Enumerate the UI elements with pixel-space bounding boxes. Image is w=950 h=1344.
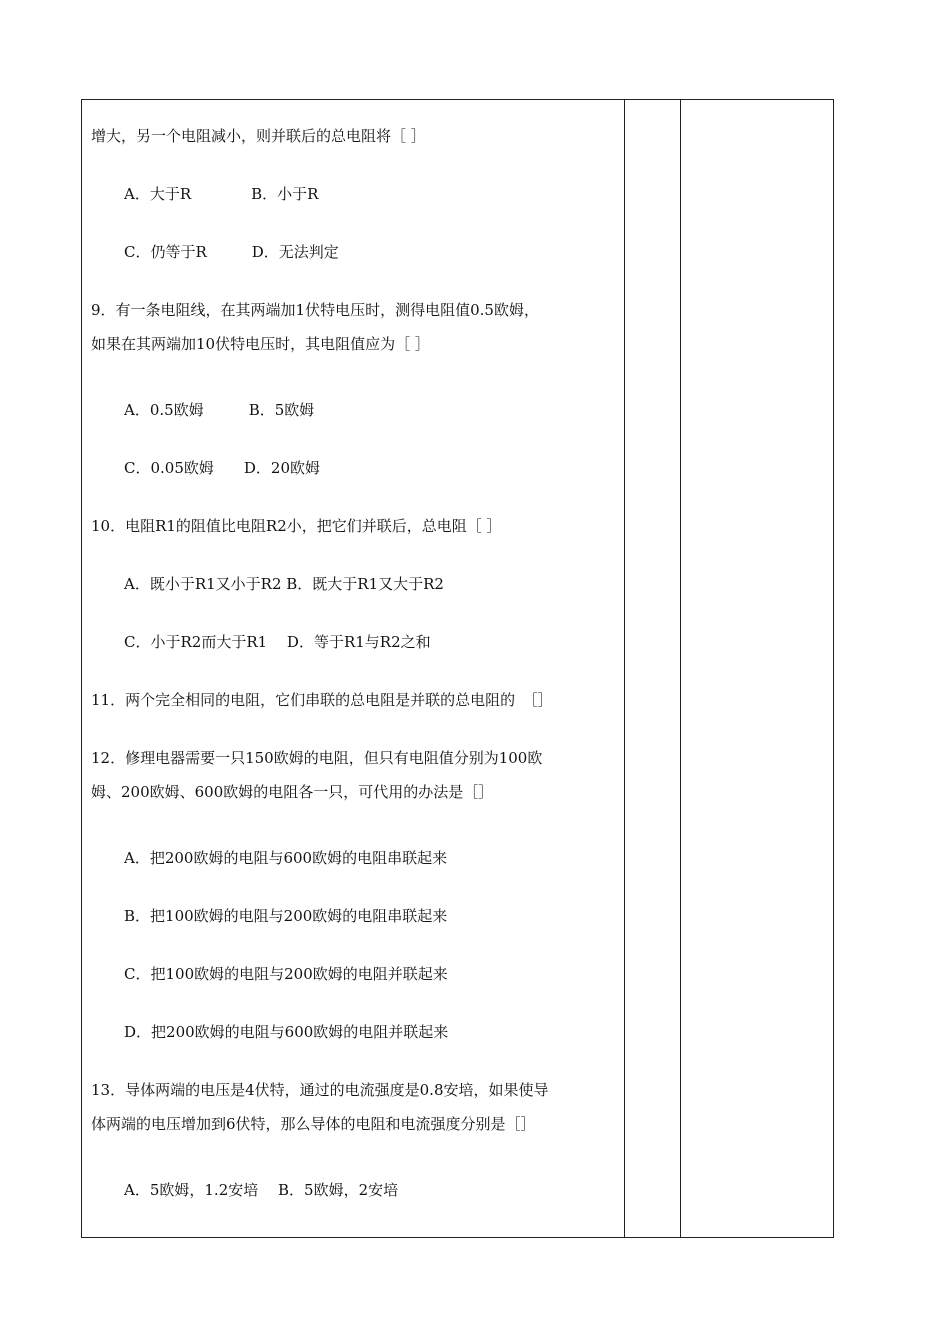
column-divider xyxy=(680,100,681,1237)
text-line: 12．修理电器需要一只150欧姆的电阻，但只有电阻值分别为100欧 xyxy=(91,749,543,767)
column-divider xyxy=(624,100,625,1237)
text-line: B．把100欧姆的电阻与200欧姆的电阻串联起来 xyxy=(124,907,448,925)
text-line: C．0.05欧姆 D．20欧姆 xyxy=(124,459,320,477)
text-line: 13．导体两端的电压是4伏特，通过的电流强度是0.8安培，如果使导 xyxy=(91,1081,549,1099)
text-line: A．既小于R1又小于R2 B．既大于R1又大于R2 xyxy=(124,575,444,593)
text-line: 增大，另一个电阻减小，则并联后的总电阻将［ ］ xyxy=(91,127,426,145)
text-line: C．小于R2而大于R1 D．等于R1与R2之和 xyxy=(124,633,431,651)
text-line: 如果在其两端加10伏特电压时，其电阻值应为［ ］ xyxy=(91,335,430,353)
text-line: A．0.5欧姆 B．5欧姆 xyxy=(124,401,315,419)
text-line: 9．有一条电阻线，在其两端加1伏特电压时，测得电阻值0.5欧姆， xyxy=(91,301,539,319)
text-line: C．把100欧姆的电阻与200欧姆的电阻并联起来 xyxy=(124,965,448,983)
worksheet-table xyxy=(81,99,834,1238)
text-line: D．把200欧姆的电阻与600欧姆的电阻并联起来 xyxy=(124,1023,449,1041)
text-line: 体两端的电压增加到6伏特，那么导体的电阻和电流强度分别是［］ xyxy=(91,1115,536,1133)
text-line: 11．两个完全相同的电阻，它们串联的总电阻是并联的总电阻的 ［］ xyxy=(91,691,553,709)
question-column xyxy=(82,100,624,1237)
text-line: C．仍等于R D．无法判定 xyxy=(124,243,339,261)
text-line: A．大于R B．小于R xyxy=(124,185,319,203)
text-line: 10．电阻R1的阻值比电阻R2小，把它们并联后，总电阻［ ］ xyxy=(91,517,502,535)
text-line: A．把200欧姆的电阻与600欧姆的电阻串联起来 xyxy=(124,849,448,867)
text-line: A．5欧姆，1.2安培 B．5欧姆，2安培 xyxy=(124,1181,399,1199)
text-line: 姆、200欧姆、600欧姆的电阻各一只，可代用的办法是［］ xyxy=(91,783,494,801)
